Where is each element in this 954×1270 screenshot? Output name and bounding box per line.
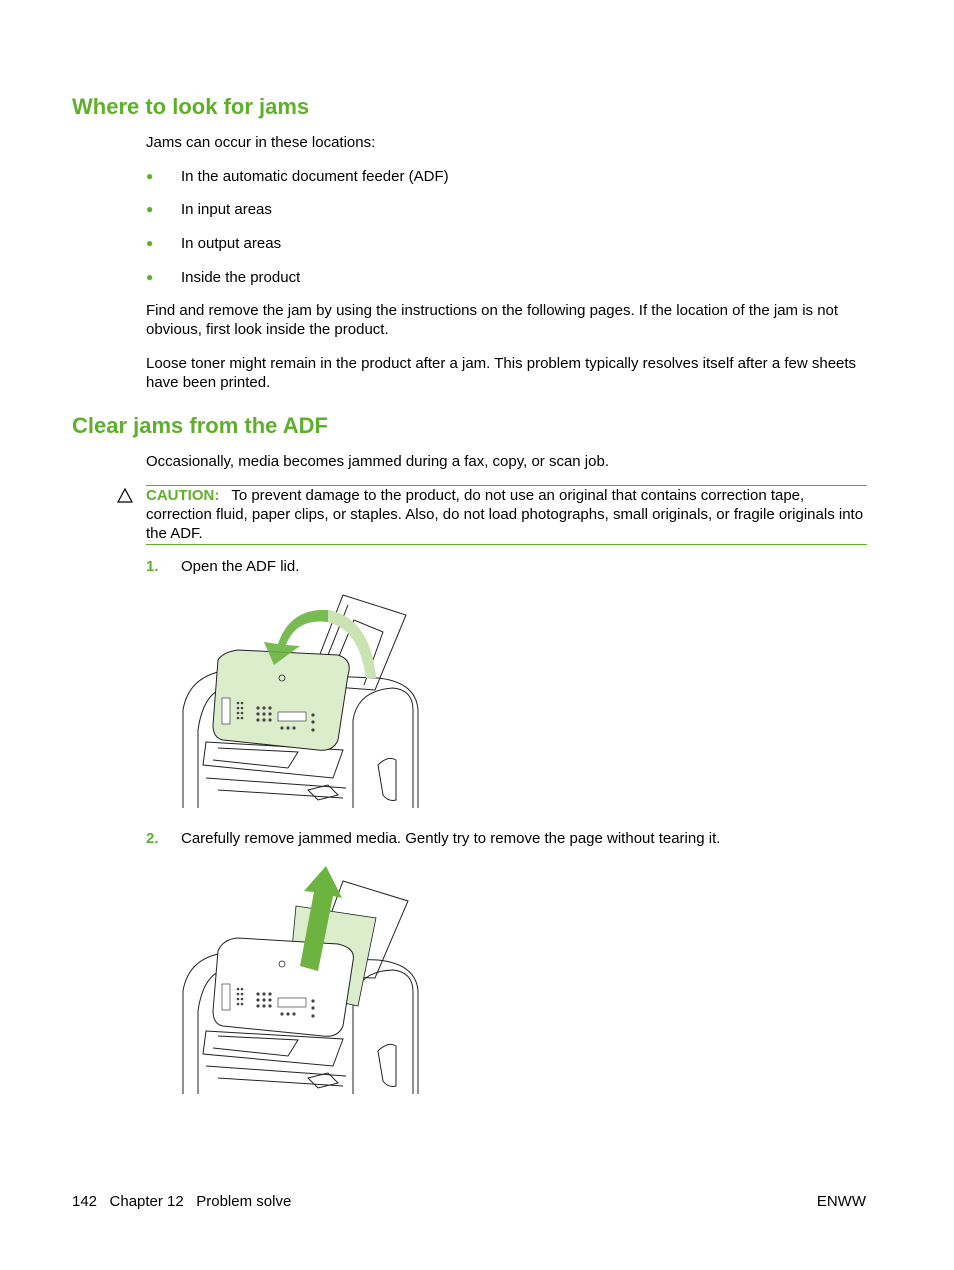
remove-jammed-media-illustration — [178, 866, 423, 1098]
bullet-icon: ● — [146, 169, 154, 183]
section1-paragraph-find-jam: Find and remove the jam by using the instructions on the following pages. If the location of the jam is not obvious, first look inside the product. — [146, 302, 839, 338]
section2-intro: Occasionally, media becomes jammed during a fax, copy, or scan job. — [146, 453, 609, 470]
bullet-icon: ● — [146, 236, 154, 250]
bullet-icon: ● — [146, 270, 154, 284]
caution-text: To prevent damage to the product, do not use an original that contains correction tape, correction fluid, paper clips, or staples. Also, do not load photographs, small originals, or fragile originals into the ADF. — [146, 487, 864, 542]
section1-intro: Jams can occur in these locations: — [146, 134, 376, 151]
section1-paragraph-loose-toner: Loose toner might remain in the product after a jam. This problem typically resolves itself after a few sheets have been printed. — [146, 355, 857, 391]
caution-label: CAUTION: — [146, 487, 220, 504]
list-item-text: In the automatic document feeder (ADF) — [181, 168, 449, 185]
caution-triangle-icon — [117, 488, 133, 503]
footer-page-info: 142 Chapter 12 Problem solve — [72, 1193, 292, 1210]
caution-note — [146, 486, 870, 543]
list-item-text: In input areas — [181, 201, 272, 218]
list-item-text: In output areas — [181, 235, 282, 252]
step-number: 1. — [146, 558, 159, 575]
list-item-text: Inside the product — [181, 269, 301, 286]
bullet-icon: ● — [146, 202, 154, 216]
footer-right-label: ENWW — [816, 1193, 866, 1210]
section-heading-clear-adf: Clear jams from the ADF — [72, 413, 328, 438]
caution-bottom-rule — [146, 544, 867, 545]
step-number: 2. — [146, 830, 159, 847]
section-heading-where-to-look: Where to look for jams — [72, 94, 310, 119]
open-adf-lid-illustration — [178, 590, 423, 812]
step-text: Open the ADF lid. — [181, 558, 300, 575]
step-text: Carefully remove jammed media. Gently try to remove the page without tearing it. — [181, 830, 721, 847]
